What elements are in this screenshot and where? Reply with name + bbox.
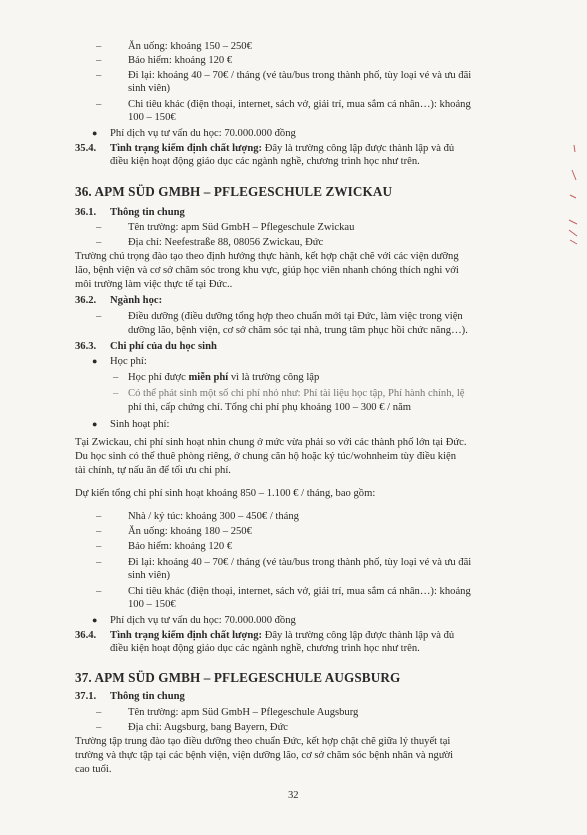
bullet: ●	[92, 356, 98, 366]
section-number: 37.1.	[75, 691, 97, 702]
list-dash: –	[96, 526, 102, 537]
service-fee: Phí dịch vụ tư vấn du học: 70.000.000 đồng	[110, 615, 296, 626]
paragraph-line: Du học sinh có thể thuê phòng riêng, ở chung căn hộ hoặc ký túc/wohnheim tùy điều kiện	[75, 451, 457, 462]
paragraph-line: Tại Zwickau, chi phí sinh hoạt nhìn chung ở mức vừa phải so với các thành phố lớn tại Đức.	[75, 437, 467, 448]
list-dash: –	[96, 541, 102, 552]
list-dash: –	[96, 557, 102, 568]
list-dash: –	[96, 511, 102, 522]
list-dash: –	[96, 722, 102, 733]
subsection-title: Thông tin chung	[110, 207, 185, 218]
paragraph-line: tài chính, tự nấu ăn để tối ưu chi phí.	[75, 465, 231, 476]
list-item-cont: sinh viên)	[128, 570, 171, 581]
list-dash: –	[113, 372, 119, 383]
living-cost-label: Sinh hoạt phí:	[110, 419, 170, 430]
school-address: Địa chỉ: Neefestraße 88, 08056 Zwickau, Đức	[128, 237, 324, 248]
school-address: Địa chỉ: Augsburg, bang Bayern, Đức	[128, 722, 289, 733]
paragraph-line: môi trường làm việc thực tế tại Đức..	[75, 279, 233, 290]
list-dash: –	[113, 388, 119, 399]
other-fees-cont: phí thi, cấp chứng chỉ. Tổng chi phí phụ khoảng 100 – 300 € / năm	[128, 402, 412, 413]
bullet: ●	[92, 615, 98, 625]
paragraph-line: Trường tập trung đào tạo điều dưỡng theo chuẩn Đức, kết hợp chặt chẽ giữa lý thuyết tại	[75, 736, 451, 747]
school-name: Tên trường: apm Süd GmbH – Pflegeschule Zwickau	[128, 222, 355, 233]
list-dash: –	[96, 99, 102, 110]
stamp-mark	[566, 140, 580, 260]
bullet: ●	[92, 128, 98, 138]
list-item: Chi tiêu khác (điện thoại, internet, sách vở, giải trí, mua sắm cá nhân…): khoảng	[128, 586, 471, 597]
subsection-title: Chi phí của du học sinh	[110, 341, 217, 352]
school-name: Tên trường: apm Süd GmbH – Pflegeschule Augsburg	[128, 707, 359, 718]
section-number: 35.4.	[75, 143, 97, 154]
list-item: Ăn uống: khoảng 150 – 250€	[128, 41, 252, 52]
list-dash: –	[96, 311, 102, 322]
section-number: 36.1.	[75, 207, 97, 218]
accreditation-line-cont: điều kiện hoạt động giáo dục các ngành nghề, chương trình học như trên.	[110, 643, 420, 654]
tuition-label: Học phí:	[110, 356, 147, 367]
paragraph-line: cao tuổi.	[75, 764, 112, 775]
subsection-title: Thông tin chung	[110, 691, 185, 702]
list-item-cont: sinh viên)	[128, 83, 171, 94]
section-number: 36.4.	[75, 630, 97, 641]
list-item: Ăn uống: khoảng 180 – 250€	[128, 526, 252, 537]
accreditation-line: Tình trạng kiểm định chất lượng: Đây là trường công lập được thành lập và đủ	[110, 630, 455, 641]
list-item: Đi lại: khoảng 40 – 70€ / tháng (vé tàu/bus trong thành phố, tùy loại vé và ưu đãi	[128, 557, 472, 568]
accreditation-line-cont: điều kiện hoạt động giáo dục các ngành nghề, chương trình học như trên.	[110, 156, 420, 167]
list-item: Chi tiêu khác (điện thoại, internet, sách vở, giải trí, mua sắm cá nhân…): khoảng	[128, 99, 471, 110]
list-item: Đi lại: khoảng 40 – 70€ / tháng (vé tàu/bus trong thành phố, tùy loại vé và ưu đãi	[128, 70, 472, 81]
list-item-cont: dưỡng lão, bệnh viện, cơ sở chăm sóc tại nhà, trung tâm phục hồi chức năng…).	[128, 325, 468, 336]
section-title: 36. APM SÜD GMBH – PFLEGESCHULE ZWICKAU	[75, 184, 393, 199]
paragraph-line: lão, bệnh viện và cơ sở chăm sóc trong khu vực, giúp học viên nhanh chóng thích nghi với	[75, 265, 459, 276]
list-item: Bảo hiểm: khoảng 120 €	[128, 541, 233, 552]
list-item-cont: 100 – 150€	[128, 112, 176, 123]
list-item: Bảo hiểm: khoảng 120 €	[128, 55, 233, 66]
list-dash: –	[96, 222, 102, 233]
list-item: Điều dưỡng (điều dưỡng tổng hợp theo chuẩn mới tại Đức, làm việc trong viện	[128, 311, 463, 322]
list-dash: –	[96, 237, 102, 248]
list-dash: –	[96, 586, 102, 597]
other-fees: Có thể phát sinh một số chi phí nhỏ như: Phí tài liệu học tập, Phí hành chính, lệ	[128, 388, 465, 399]
list-dash: –	[96, 707, 102, 718]
list-item: Nhà / ký túc: khoảng 300 – 450€ / tháng	[128, 511, 299, 522]
paragraph-line: trường và thực tập tại các bệnh viện, viện dưỡng lão, cơ sở chăm sóc bệnh nhân và người	[75, 750, 454, 761]
living-total: Dự kiến tổng chi phí sinh hoạt khoảng 850 – 1.100 € / tháng, bao gồm:	[75, 488, 376, 499]
subsection-title: Ngành học:	[110, 295, 163, 306]
list-dash: –	[96, 70, 102, 81]
list-dash: –	[96, 41, 102, 52]
tuition-free: Học phí được miễn phí vì là trường công lập	[128, 372, 320, 383]
section-number: 36.2.	[75, 295, 97, 306]
page-number: 32	[288, 790, 299, 801]
accreditation-line: Tình trạng kiểm định chất lượng: Đây là trường công lập được thành lập và đủ	[110, 143, 455, 154]
section-number: 36.3.	[75, 341, 97, 352]
section-title: 37. APM SÜD GMBH – PFLEGESCHULE AUGSBURG	[75, 670, 401, 685]
paragraph-line: Trường chú trọng đào tạo theo định hướng thực hành, kết hợp chặt chẽ với các viện dưỡng	[75, 251, 459, 262]
list-item-cont: 100 – 150€	[128, 599, 176, 610]
bullet: ●	[92, 419, 98, 429]
service-fee: Phí dịch vụ tư vấn du học: 70.000.000 đồng	[110, 128, 296, 139]
list-dash: –	[96, 55, 102, 66]
